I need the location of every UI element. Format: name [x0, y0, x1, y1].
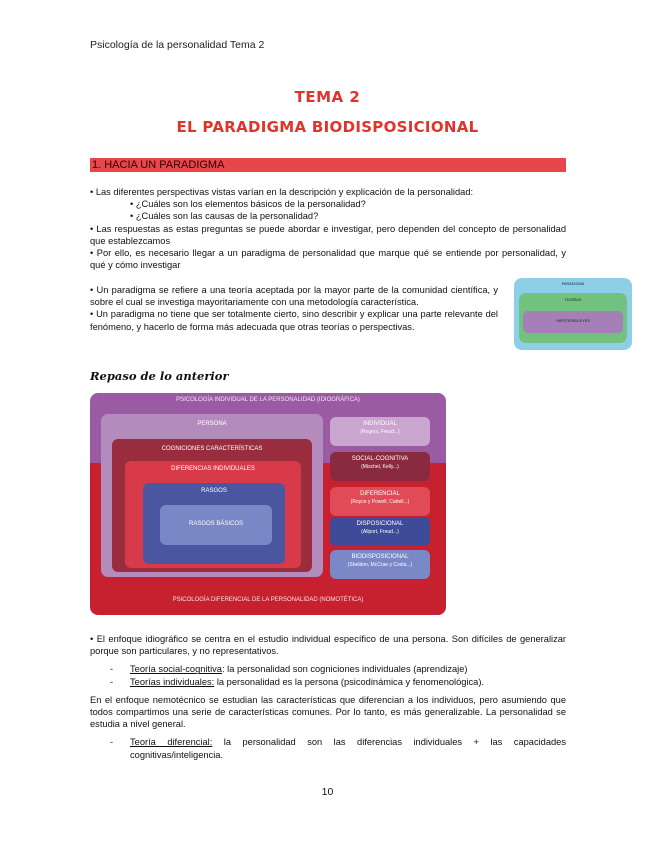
idiographic-paragraph: • El enfoque idiográfico se centra en el estudio individual específico de una persona. Son difíciles de generalizar porque son particulares, y no representativos. [90, 634, 566, 657]
dash-item-social-cognitive [90, 663, 566, 675]
theories-level-label: TEORÍAS [564, 298, 582, 302]
paradigm-level-label: PARADIGMA [561, 282, 585, 286]
paradigm-hierarchy-diagram [514, 278, 632, 350]
personality-approaches-diagram [90, 393, 446, 615]
differential-definition: la personalidad son las diferencias individuales + las capacidades cognitivas/inteligencia. [130, 737, 566, 760]
running-header: Psicología de la personalidad Tema 2 [90, 39, 265, 51]
intro-question-1: • ¿Cuáles son los elementos básicos de la personalidad? [130, 199, 366, 210]
intro-bullet-1: • Las diferentes perspectivas vistas varían en la descripción y explicación de la personalidad: [90, 187, 474, 197]
social-cognitive-authors: (Mischel, Kelly...) [361, 464, 399, 470]
dash-marker: - [110, 737, 114, 748]
dash-item-differential [90, 736, 566, 760]
section-heading: 1. HACIA UN PARADIGMA [92, 159, 225, 171]
individual-differences-label: DIFERENCIAS INDIVIDUALES [171, 466, 255, 472]
intro-bullet-3: • Por ello, es necesario llegar a un paradigma de personalidad que marque qué se entiende por personalidad, y qué y cómo investigar [90, 248, 566, 271]
intro-question-2: • ¿Cuáles son las causas de la personalidad? [130, 211, 319, 222]
hypotheses-box [523, 311, 623, 333]
social-cognitive-definition: : la personalidad son cogniciones individuales (aprendizaje) [221, 664, 468, 675]
dash-marker: - [110, 664, 114, 675]
biodispositional-authors: (Sheldon, McCrae y Costa...) [347, 562, 413, 568]
dispositional-authors: (Allport, Freud...) [361, 529, 399, 535]
idiographic-label: PSICOLOGÍA INDIVIDUAL DE LA PERSONALIDAD (IDIOGRÁFICA) [176, 397, 360, 403]
biodispositional-label: BIODISPOSICIONAL [351, 554, 409, 560]
basic-traits-label: RASGOS BÁSICOS [188, 521, 243, 527]
dash-item-individual-theories [90, 676, 566, 688]
traits-label: RASGOS [201, 488, 227, 494]
nomothetic-paragraph: En el enfoque nemotécnico se estudian las características que diferencian a los individuos, pero asumiendo que todos compartimos una serie de características comunes. Por lo tanto, es más generalizable. La personalidad se estudia a nivel general. [90, 694, 566, 730]
individual-theories-definition: la personalidad es la persona (psicodinámica y fenomenológica). [214, 676, 485, 687]
differential-authors: (Royce y Powell, Cattell...) [350, 499, 410, 505]
chapter-number: TEMA 2 [294, 88, 361, 106]
review-heading: Repaso de lo anterior [90, 369, 229, 383]
paradigm-bullet-1: • Un paradigma se refiere a una teoría aceptada por la mayor parte de la comunidad científica, y sobre el cual se investiga mayoritariamente con una metodología característica. [90, 285, 498, 308]
dash-marker: - [110, 676, 114, 687]
explanation-block [90, 633, 566, 761]
social-cognitive-term: Teoría social-cognitiva [130, 664, 222, 675]
intro-block [90, 186, 566, 271]
cognitions-label: COGNICIONES CARACTERÍSTICAS [161, 446, 263, 452]
hypotheses-level-label: HIPÓTESIS/LEYES [556, 319, 590, 323]
individual-theory-label: INDIVIDUAL [363, 421, 397, 427]
individual-theory-authors: (Rogers, Freud...) [360, 429, 400, 435]
differential-label: DIFERENCIAL [360, 491, 400, 497]
nomothetic-label: PSICOLOGÍA DIFERENCIAL DE LA PERSONALIDAD (NOMOTÉTICA) [172, 597, 364, 603]
paradigm-bullet-2: • Un paradigma no tiene que ser totalmente cierto, sino describir y explicar una parte relevante del fenómeno, y hacerlo de forma más adecuada que otras teorías o perspectivas. [90, 309, 498, 332]
persona-label: PERSONA [197, 421, 227, 427]
page-number: 10 [321, 786, 334, 798]
section-heading-bar [90, 158, 566, 172]
intro-bullet-2: • Las respuestas as estas preguntas se puede abordar e investigar, pero dependen del concepto de personalidad que establezcamos [90, 223, 566, 246]
differential-term: Teoría diferencial: [130, 737, 213, 748]
social-cognitive-label: SOCIAL-COGNITIVA [351, 456, 409, 462]
theories-box [519, 293, 627, 343]
dispositional-label: DISPOSICIONAL [356, 521, 404, 527]
paradigm-block [90, 284, 498, 333]
individual-theories-term: Teorías individuales: [130, 676, 215, 687]
chapter-title: EL PARADIGMA BIODISPOSICIONAL [176, 118, 479, 136]
